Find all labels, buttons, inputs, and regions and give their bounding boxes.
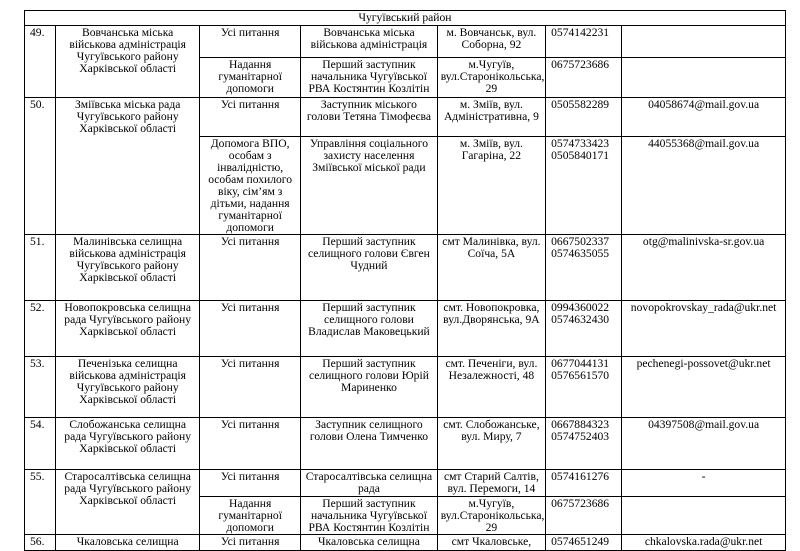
entry-number: 52. xyxy=(25,301,56,357)
email: 44055368@mail.gov.ua xyxy=(622,137,786,235)
organization-name: Старосалтівська селищна рада Чугуївського району Харківської області xyxy=(56,470,200,535)
phone: 0574142231 xyxy=(546,26,622,58)
entry-number: 51. xyxy=(25,235,56,301)
table-row xyxy=(25,26,786,58)
address: смт. Печеніги, вул. Незалежності, 48 xyxy=(437,357,545,418)
address: м.Чугуїв, вул.Старонікольська, 29 xyxy=(437,497,545,535)
district-header: Чугуївський район xyxy=(25,11,786,26)
official: Перший заступник селищного голови Владислав Маковецький xyxy=(301,301,438,357)
district-header-row xyxy=(25,11,786,26)
document-page xyxy=(24,10,786,551)
topic: Усі питання xyxy=(200,98,301,137)
topic: Усі питання xyxy=(200,26,301,58)
official: Старосалтівська селищна рада xyxy=(301,470,438,497)
phone: 0667502337 0574635055 xyxy=(546,235,622,301)
organization-name: Печенізька селищна військова адміністрація Чугуївського району Харківської області xyxy=(56,357,200,418)
phone: 0574651249 xyxy=(546,535,622,551)
entry-number: 55. xyxy=(25,470,56,535)
table-row xyxy=(25,235,786,301)
address: м.Чугуїв, вул.Старонікольська, 29 xyxy=(437,58,545,98)
address: м. Зміїв, вул. Гагаріна, 22 xyxy=(437,137,545,235)
topic: Усі питання xyxy=(200,357,301,418)
topic: Усі питання xyxy=(200,301,301,357)
organization-name: Малинівська селищна військова адміністрація Чугуївського району Харківської області xyxy=(56,235,200,301)
official: Перший заступник селищного голови Юрій Мариненко xyxy=(301,357,438,418)
phone: 0667884323 0574752403 xyxy=(546,418,622,470)
table-row xyxy=(25,470,786,497)
email: otg@malinivska-sr.gov.ua xyxy=(622,235,786,301)
official: Заступник міського голови Тетяна Тімофеєва xyxy=(301,98,438,137)
phone: 0574733423 0505840171 xyxy=(546,137,622,235)
topic: Надання гуманітарної допомоги xyxy=(200,497,301,535)
entry-number: 49. xyxy=(25,26,56,98)
email: novopokrovskay_rada@ukr.net xyxy=(622,301,786,357)
official: Управління соціального захисту населення Зміївської міської ради xyxy=(301,137,438,235)
topic: Надання гуманітарної допомоги xyxy=(200,58,301,98)
phone: 0675723686 xyxy=(546,497,622,535)
topic: Усі питання xyxy=(200,235,301,301)
address: м. Вовчанськ, вул. Соборна, 92 xyxy=(437,26,545,58)
email: - xyxy=(622,470,786,497)
entry-number: 54. xyxy=(25,418,56,470)
email: pechenegi-possovet@ukr.net xyxy=(622,357,786,418)
table-row xyxy=(25,98,786,137)
official: Перший заступник начальника Чугуївської РВА Костянтин Козлітін xyxy=(301,497,438,535)
official: Чкаловська селищна xyxy=(301,535,438,551)
table-row xyxy=(25,535,786,551)
email: 04397508@mail.gov.ua xyxy=(622,418,786,470)
address: смт Старий Салтів, вул. Перемоги, 14 xyxy=(437,470,545,497)
table-row xyxy=(25,418,786,470)
address: смт Чкаловське, xyxy=(437,535,545,551)
topic: Усі питання xyxy=(200,418,301,470)
entry-number: 53. xyxy=(25,357,56,418)
entry-number: 56. xyxy=(25,535,56,551)
phone: 0677044131 0576561570 xyxy=(546,357,622,418)
address: смт Малинівка, вул. Соїча, 5А xyxy=(437,235,545,301)
topic: Усі питання xyxy=(200,470,301,497)
organization-name: Вовчанська міська військова адміністрація Чугуївського району Харківської області xyxy=(56,26,200,98)
email xyxy=(622,58,786,98)
address: смт. Новопокровка, вул.Дворянська, 9А xyxy=(437,301,545,357)
contacts-table xyxy=(24,10,786,551)
phone: 0675723686 xyxy=(546,58,622,98)
official: Заступник селищного голови Олена Тимченко xyxy=(301,418,438,470)
topic: Усі питання xyxy=(200,535,301,551)
address: м. Зміїв, вул. Адміністративна, 9 xyxy=(437,98,545,137)
email: chkalovska.rada@ukr.net xyxy=(622,535,786,551)
phone: 0994360022 0574632430 xyxy=(546,301,622,357)
entry-number: 50. xyxy=(25,98,56,235)
organization-name: Чкаловська селищна xyxy=(56,535,200,551)
email: 04058674@mail.gov.ua xyxy=(622,98,786,137)
official: Вовчанська міська військова адміністрація xyxy=(301,26,438,58)
official: Перший заступник начальника Чугуївської РВА Костянтин Козлітін xyxy=(301,58,438,98)
official: Перший заступник селищного голови Євген Чудний xyxy=(301,235,438,301)
organization-name: Слобожанська селищна рада Чугуївського району Харківської області xyxy=(56,418,200,470)
phone: 0574161276 xyxy=(546,470,622,497)
phone: 0505582289 xyxy=(546,98,622,137)
address: смт. Слобожанське, вул. Миру, 7 xyxy=(437,418,545,470)
topic: Допомога ВПО, особам з інвалідністю, особам похилого віку, сім’ям з дітьми, надання гуманітарної допомоги xyxy=(200,137,301,235)
table-row xyxy=(25,357,786,418)
organization-name: Зміївська міська рада Чугуївського району Харківської області xyxy=(56,98,200,235)
organization-name: Новопокровська селищна рада Чугуївського району Харківської області xyxy=(56,301,200,357)
email xyxy=(622,497,786,535)
email xyxy=(622,26,786,58)
table-row xyxy=(25,301,786,357)
